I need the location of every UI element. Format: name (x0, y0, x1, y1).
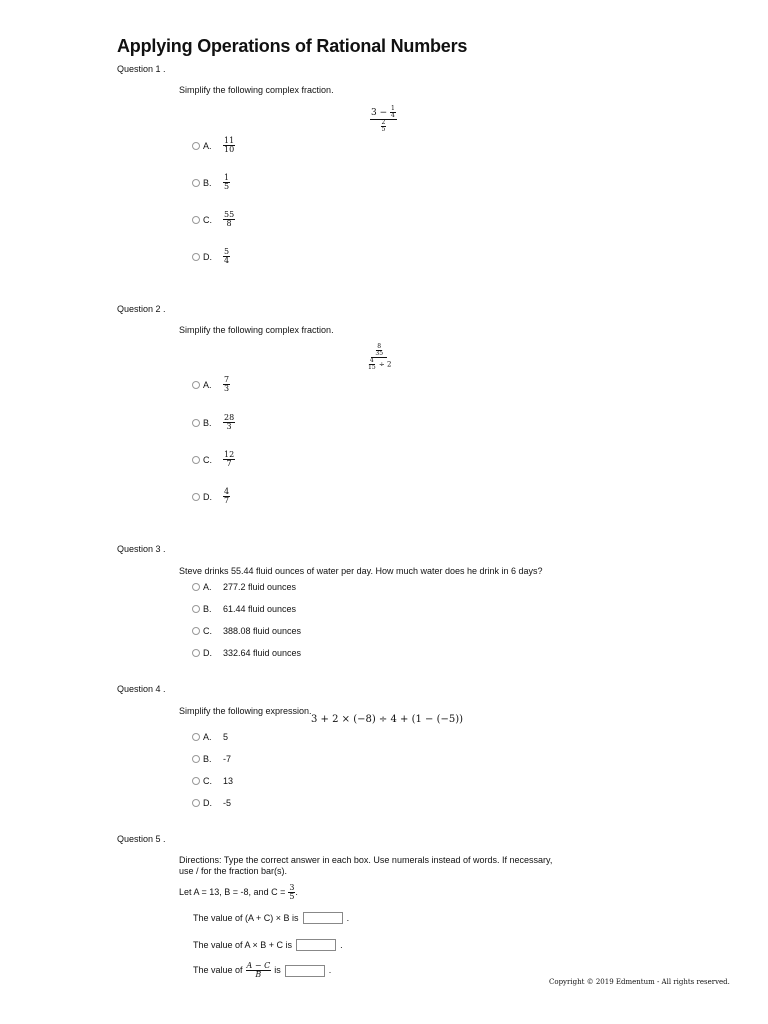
question-1-label: Question 1 . (117, 64, 166, 74)
radio-button[interactable] (192, 216, 200, 224)
expr-den-den: 5 (381, 126, 386, 133)
option-letter: A. (203, 140, 212, 151)
option-letter: C. (203, 626, 212, 636)
option-fraction (223, 376, 230, 393)
option-text: -7 (223, 754, 232, 764)
radio-button[interactable] (192, 605, 200, 613)
expr-term: 3 − (371, 108, 388, 118)
option-den: 5 (224, 182, 230, 191)
question-5-let-line (179, 884, 298, 901)
option-letter: C. (203, 776, 212, 786)
option-letter: D. (203, 648, 212, 658)
option-letter: D. (203, 491, 212, 502)
question-1-expression (370, 106, 397, 133)
question-5-label: Question 5 . (117, 834, 166, 844)
option-letter: D. (203, 798, 212, 808)
option-letter: A. (203, 379, 212, 390)
option-text: 277.2 fluid ounces (223, 582, 297, 592)
option-text: 61.44 fluid ounces (223, 604, 297, 614)
line-text: The value of A × B + C is (193, 939, 293, 950)
option-letter: B. (203, 754, 212, 764)
directions-line-1: Directions: Type the correct answer in each box. Use numerals instead of words. If necessary, (179, 855, 553, 865)
radio-button[interactable] (192, 755, 200, 763)
question-1-option-c[interactable] (192, 211, 235, 228)
expr-bot-den: 15 (368, 364, 376, 371)
line-text: The value of (A + C) × B is (193, 912, 299, 923)
question-1-option-a[interactable] (192, 137, 235, 154)
question-4-option-a[interactable] (192, 732, 228, 742)
option-num: 12 (224, 450, 235, 459)
question-1-option-d[interactable] (192, 248, 230, 265)
question-5-line-3 (193, 962, 331, 979)
option-num: 11 (224, 136, 235, 145)
option-num: 4 (224, 487, 230, 496)
question-3-option-b[interactable] (192, 604, 296, 614)
option-letter: D. (203, 251, 212, 262)
question-3-prompt: Steve drinks 55.44 fluid ounces of water per day. How much water does he drink in 6 days? (179, 566, 543, 576)
option-den: 3 (226, 422, 232, 431)
frac-num: A − C (246, 961, 271, 970)
expr-inner-den: 4 (391, 112, 395, 119)
option-text: -5 (223, 798, 232, 808)
radio-button[interactable] (192, 649, 200, 657)
radio-button[interactable] (192, 381, 200, 389)
expr-inner-num: 1 (391, 105, 395, 112)
option-letter: C. (203, 214, 212, 225)
option-letter: A. (203, 732, 212, 742)
option-letter: B. (203, 177, 212, 188)
option-den: 10 (224, 145, 235, 154)
option-num: 7 (224, 375, 230, 384)
answer-input[interactable] (285, 965, 325, 977)
line-post: is (274, 965, 281, 975)
let-text: Let A = 13, B = -8, and C = (179, 887, 286, 897)
expr-top-num: 8 (377, 343, 382, 350)
question-2-label: Question 2 . (117, 304, 166, 314)
option-fraction (223, 137, 235, 154)
radio-button[interactable] (192, 419, 200, 427)
option-letter: C. (203, 454, 212, 465)
question-3-option-a[interactable] (192, 582, 296, 592)
radio-button[interactable] (192, 583, 200, 591)
option-letter: B. (203, 604, 212, 614)
directions-line-2: use / for the fraction bar(s). (179, 866, 288, 876)
option-den: 8 (226, 219, 232, 228)
question-1-option-b[interactable] (192, 174, 230, 191)
question-5-line-2 (193, 939, 343, 951)
radio-button[interactable] (192, 253, 200, 261)
option-num: 28 (224, 413, 235, 422)
line-end: . (328, 965, 332, 975)
radio-button[interactable] (192, 142, 200, 150)
question-2-option-c[interactable] (192, 451, 235, 468)
expr-bot-tail: ÷ 2 (378, 360, 392, 369)
radio-button[interactable] (192, 493, 200, 501)
copyright-notice: Copyright © 2019 Edmentum - All rights reserved. (549, 978, 730, 986)
radio-button[interactable] (192, 456, 200, 464)
question-1-prompt: Simplify the following complex fraction. (179, 85, 334, 95)
frac-den: B (255, 970, 262, 979)
option-letter: B. (203, 417, 212, 428)
question-4-prompt: Simplify the following expression. (179, 706, 312, 716)
question-5-line-1 (193, 912, 349, 924)
line-end: . (340, 939, 343, 950)
question-2-option-b[interactable] (192, 414, 235, 431)
option-num: 55 (224, 210, 235, 219)
radio-button[interactable] (192, 733, 200, 741)
question-4-option-b[interactable] (192, 754, 231, 764)
question-4-option-d[interactable] (192, 798, 231, 808)
option-den: 7 (224, 496, 230, 505)
option-fraction (223, 174, 230, 191)
option-fraction (223, 248, 230, 265)
radio-button[interactable] (192, 799, 200, 807)
option-den: 4 (224, 256, 230, 265)
option-text: 13 (223, 776, 234, 786)
option-fraction (223, 414, 235, 431)
page-title: Applying Operations of Rational Numbers (117, 36, 468, 56)
option-num: 5 (224, 247, 230, 256)
expr-bot-num: 4 (369, 357, 374, 364)
option-fraction (223, 488, 230, 505)
question-4-label: Question 4 . (117, 684, 166, 694)
question-3-option-c[interactable] (192, 626, 301, 636)
c-den: 5 (289, 892, 295, 901)
option-text: 5 (223, 732, 229, 742)
option-num: 1 (224, 173, 230, 182)
let-period: . (295, 887, 298, 897)
question-3-option-d[interactable] (192, 648, 301, 658)
option-fraction (223, 451, 235, 468)
radio-button[interactable] (192, 179, 200, 187)
option-letter: A. (203, 582, 212, 592)
line-end: . (346, 912, 350, 923)
radio-button[interactable] (192, 777, 200, 785)
option-text: 388.08 fluid ounces (223, 626, 302, 636)
question-2-option-d[interactable] (192, 488, 230, 505)
expr-den-num: 2 (381, 119, 386, 126)
line-pre: The value of (193, 965, 243, 975)
answer-input[interactable] (303, 912, 343, 924)
expr-top-den: 35 (375, 350, 384, 357)
option-den: 7 (226, 459, 232, 468)
question-2-option-a[interactable] (192, 376, 230, 393)
option-den: 3 (224, 384, 230, 393)
question-5-directions (179, 855, 552, 877)
answer-input[interactable] (296, 939, 336, 951)
option-text: 332.64 fluid ounces (223, 648, 302, 658)
radio-button[interactable] (192, 627, 200, 635)
question-2-expression (366, 344, 392, 371)
question-4-option-c[interactable] (192, 776, 233, 786)
c-num: 3 (289, 883, 295, 892)
question-2-prompt: Simplify the following complex fraction. (179, 325, 334, 335)
question-4-expression: 3 + 2 × (−8) ÷ 4 + (1 − (−5)) (311, 714, 464, 725)
option-fraction (223, 211, 235, 228)
question-3-label: Question 3 . (117, 544, 166, 554)
